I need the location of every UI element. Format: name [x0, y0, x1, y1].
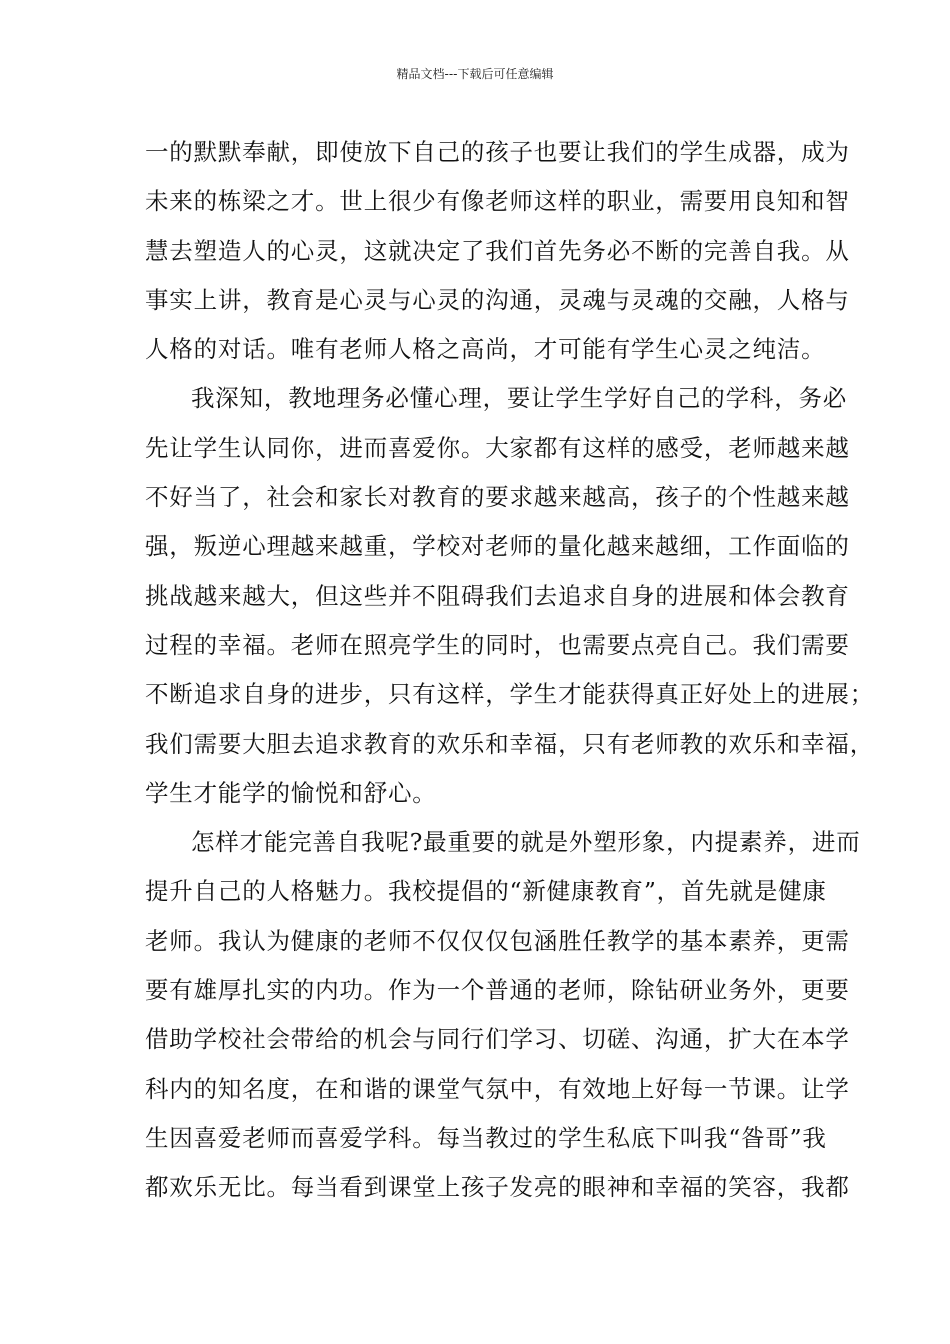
text-line: 未来的栋梁之才。世上很少有像老师这样的职业，需要用良知和智 — [145, 187, 850, 216]
text-line: 先让学生认同你，进而喜爱你。大家都有这样的感受，老师越来越 — [145, 433, 850, 462]
text-line: 人格的对话。唯有老师人格之高尚，才可能有学生心灵之纯洁。 — [145, 335, 826, 364]
text-line: 都欢乐无比。每当看到课堂上孩子发亮的眼神和幸福的笑容，我都 — [145, 1173, 850, 1202]
text-line: 生因喜爱老师而喜爱学科。每当教过的学生私底下叫我“昝哥”我 — [145, 1123, 827, 1152]
text-line: 不好当了，社会和家长对教育的要求越来越高，孩子的个性越来越 — [145, 483, 850, 512]
text-line: 要有雄厚扎实的内功。作为一个普通的老师，除钻研业务外，更要 — [145, 976, 850, 1005]
text-line: 过程的幸福。老师在照亮学生的同时，也需要点亮自己。我们需要 — [145, 630, 850, 659]
text-line: 科内的知名度，在和谐的课堂气氛中，有效地上好每一节课。让学 — [145, 1074, 850, 1103]
text-line: 学生才能学的愉悦和舒心。 — [145, 778, 437, 807]
text-line: 不断追求自身的进步，只有这样，学生才能获得真正好处上的进展； — [145, 680, 874, 709]
paragraph-2 — [145, 374, 874, 818]
text-line: 强，叛逆心理越来越重，学校对老师的量化越来越细，工作面临的 — [145, 532, 850, 561]
text-line: 老师。我认为健康的老师不仅仅仅包涵胜任教学的基本素养，更需 — [145, 926, 850, 955]
text-line: 一的默默奉献，即使放下自己的孩子也要让我们的学生成器，成为 — [145, 138, 850, 166]
paragraph-3 — [145, 818, 861, 1212]
text-line: 怎样才能完善自我呢?最重要的就是外塑形象，内提素养，进而 — [191, 828, 861, 857]
page-header: 精品文档---下载后可任意编辑 — [396, 67, 554, 81]
text-line: 我深知，教地理务必懂心理，要让学生学好自己的学科，务必 — [191, 384, 848, 413]
text-line: 我们需要大胆去追求教育的欢乐和幸福，只有老师教的欢乐和幸福， — [145, 729, 874, 758]
text-line: 挑战越来越大，但这些并不阻碍我们去追求自身的进展和体会教育 — [145, 581, 850, 610]
document-body — [145, 128, 874, 1213]
text-line: 借助学校社会带给的机会与同行们学习、切磋、沟通，扩大在本学 — [145, 1025, 850, 1054]
paragraph-1 — [145, 128, 850, 374]
text-line: 事实上讲，教育是心灵与心灵的沟通，灵魂与灵魂的交融，人格与 — [145, 285, 850, 314]
text-line: 提升自己的人格魅力。我校提倡的“新健康教育”，首先就是健康 — [145, 877, 827, 906]
text-line: 慧去塑造人的心灵，这就决定了我们首先务必不断的完善自我。从 — [145, 236, 850, 265]
